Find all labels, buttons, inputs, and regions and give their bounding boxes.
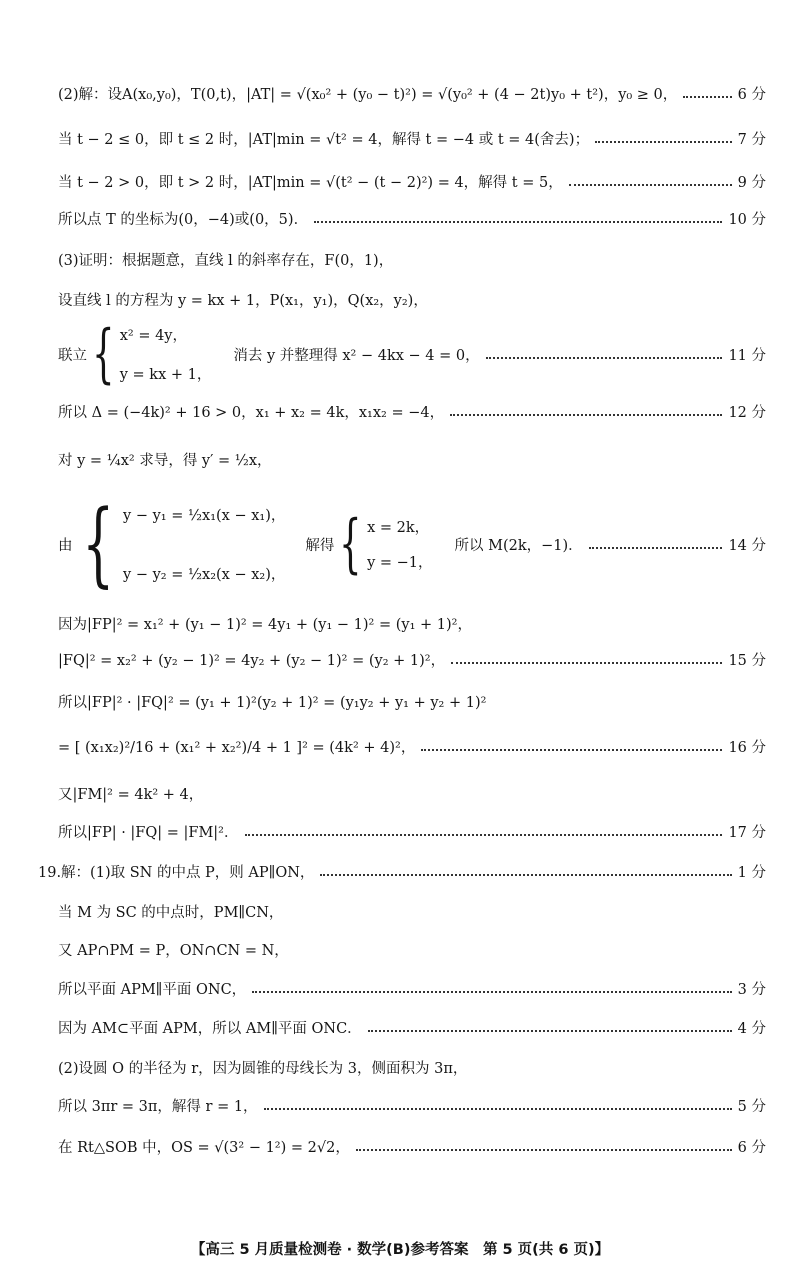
- leader-dots: [595, 141, 732, 143]
- equation-system: 由 { y − y₁ = ½x₁(x − x₁)， y − y₂ = ½x₂(x − x₂)， 解得 { x = 2k， y = −1， 所以 M(2k，−1)． 14 分: [58, 490, 766, 597]
- score: 7 分: [737, 131, 766, 148]
- solution-line: 所以点 T 的坐标为(0，−4)或(0，5)． 10 分: [58, 205, 766, 231]
- score: 6 分: [737, 86, 766, 103]
- score: 16 分: [728, 739, 766, 756]
- solution-line: 所以|FP| · |FQ| = |FM|²． 17 分: [58, 818, 766, 844]
- solution-line: 19.解：(1)取 SN 的中点 P，则 AP∥ON， 1 分: [38, 858, 766, 884]
- leader-dots: [450, 414, 722, 416]
- score: 10 分: [728, 211, 766, 228]
- solution-line: 又 AP∩PM = P，ON∩CN = N，: [58, 942, 289, 959]
- score: 17 分: [728, 824, 766, 841]
- score: 4 分: [737, 1020, 766, 1037]
- solution-line: 当 t − 2 ≤ 0，即 t ≤ 2 时，|AT|min = √t² = 4，解得 t = −4 或 t = 4(舍去)； 7 分: [58, 125, 766, 151]
- leader-dots: [451, 662, 722, 664]
- solution-line: 所以 Δ = (−4k)² + 16 > 0，x₁ + x₂ = 4k，x₁x₂ = −4， 12 分: [58, 398, 766, 424]
- solution-line: 对 y = ¼x² 求导，得 y′ = ½x，: [58, 452, 272, 469]
- solution-line: (2)解：设A(x₀,y₀)，T(0,t)，|AT| = √(x₀² + (y₀ − t)²) = √(y₀² + (4 − 2t)y₀ + t²)，y₀ ≥ 0， 6 分: [58, 80, 766, 106]
- leader-dots: [421, 749, 722, 751]
- score: 5 分: [737, 1098, 766, 1115]
- score: 14 分: [728, 537, 766, 554]
- solution-line: 当 M 为 SC 的中点时，PM∥CN，: [58, 904, 284, 921]
- score: 6 分: [737, 1139, 766, 1156]
- solution-line: (3)证明：根据题意，直线 l 的斜率存在，F(0，1)，: [58, 252, 394, 269]
- solution-line: 所以 3πr = 3π，解得 r = 1， 5 分: [58, 1092, 766, 1118]
- solution-line: 在 Rt△SOB 中，OS = √(3² − 1²) = 2√2， 6 分: [58, 1133, 766, 1159]
- score: 9 分: [737, 174, 766, 191]
- score: 12 分: [728, 404, 766, 421]
- solution-line: |FQ|² = x₂² + (y₂ − 1)² = 4y₂ + (y₂ − 1)² = (y₂ + 1)²， 15 分: [58, 646, 766, 672]
- solution-line: (2)设圆 O 的半径为 r，因为圆锥的母线长为 3，侧面积为 3π，: [58, 1060, 468, 1077]
- leader-dots: [356, 1149, 732, 1151]
- solution-line: 所以|FP|² · |FQ|² = (y₁ + 1)²(y₂ + 1)² = (y₁y₂ + y₁ + y₂ + 1)²: [58, 694, 487, 711]
- score: 3 分: [737, 981, 766, 998]
- solution-line: 因为|FP|² = x₁² + (y₁ − 1)² = 4y₁ + (y₁ − 1)² = (y₁ + 1)²，: [58, 616, 472, 633]
- solution-line: 设直线 l 的方程为 y = kx + 1，P(x₁，y₁)，Q(x₂，y₂)，: [58, 292, 428, 309]
- leader-dots: [486, 357, 723, 359]
- score: 11 分: [728, 347, 766, 364]
- page-footer: 【高三 5 月质量检测卷 · 数学(B)参考答案 第 5 页(共 6 页)】: [190, 1242, 610, 1258]
- equation-system: 联立 { x² = 4y， y = kx + 1， 消去 y 并整理得 x² − 4kx − 4 = 0， 11 分: [58, 317, 766, 391]
- leader-dots: [314, 221, 722, 223]
- leader-dots: [589, 547, 723, 549]
- brace-symbol: {: [81, 490, 114, 597]
- leader-dots: [683, 96, 731, 98]
- leader-dots: [245, 834, 723, 836]
- brace-symbol: {: [92, 317, 115, 391]
- leader-dots: [368, 1030, 732, 1032]
- solution-line: 所以平面 APM∥平面 ONC， 3 分: [58, 975, 766, 1001]
- score: 15 分: [728, 652, 766, 669]
- solution-line: 当 t − 2 > 0，即 t > 2 时，|AT|min = √(t² − (t − 2)²) = 4，解得 t = 5， 9 分: [58, 168, 766, 194]
- score: 1 分: [737, 864, 766, 881]
- brace-symbol: {: [339, 507, 362, 581]
- leader-dots: [569, 184, 732, 186]
- leader-dots: [252, 991, 731, 993]
- leader-dots: [264, 1108, 732, 1110]
- solution-line: = [ (x₁x₂)²/16 + (x₁² + x₂²)/4 + 1 ]² = (4k² + 4)²， 16 分: [58, 733, 766, 759]
- solution-line: 因为 AM⊂平面 APM，所以 AM∥平面 ONC． 4 分: [58, 1014, 766, 1040]
- leader-dots: [320, 874, 731, 876]
- solution-line: 又|FM|² = 4k² + 4，: [58, 786, 204, 803]
